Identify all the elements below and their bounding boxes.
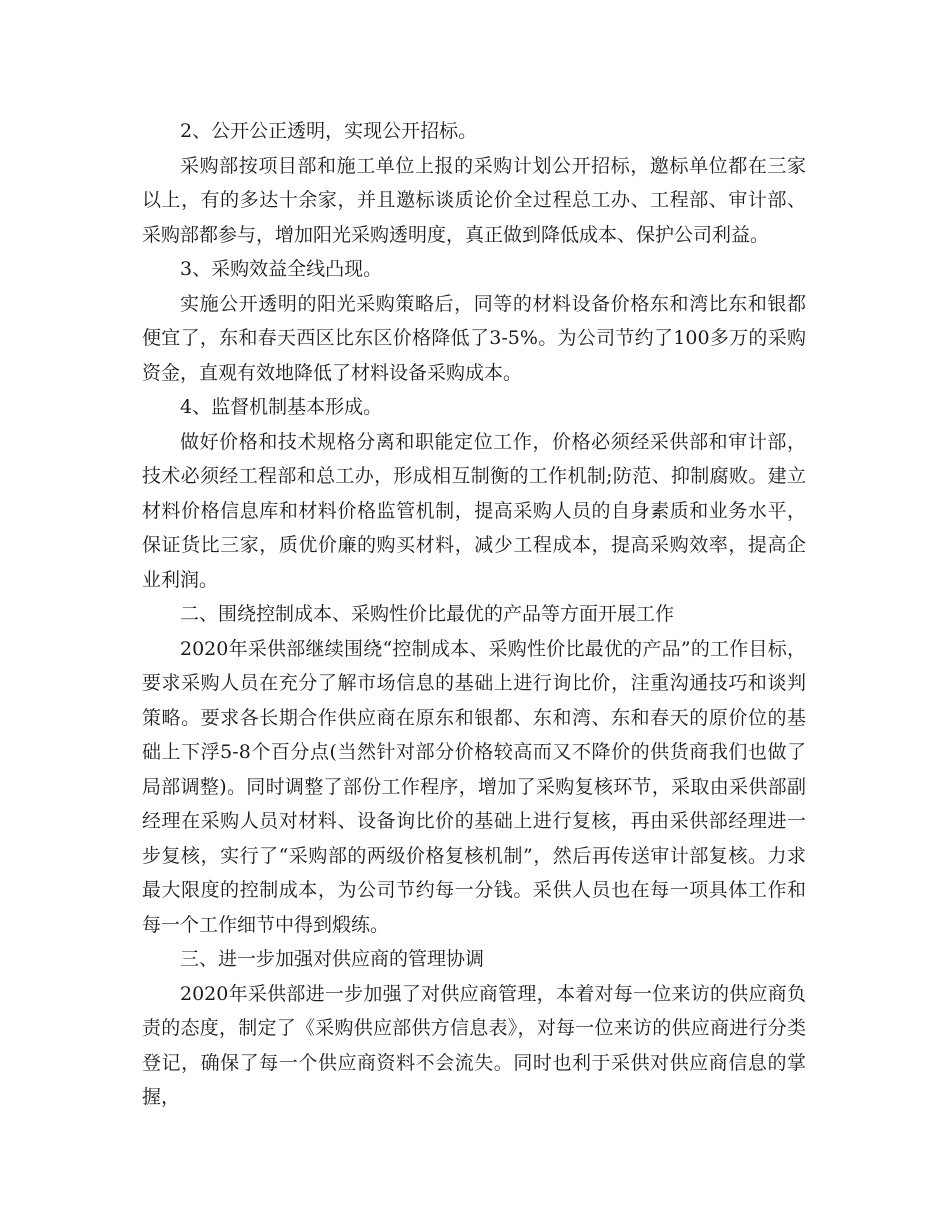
- heading-section-three: 三、进一步加强对供应商的管理协调: [180, 948, 485, 970]
- paragraph-cost-savings: 实施公开透明的阳光采购策略后，同等的材料设备价格东和湾比东和银都便宜了，东和春天西区比东区价格降低了3-5%。为公司节约了100多万的采购资金，直观有效地降低了材料设备采购成本。: [142, 292, 806, 384]
- heading-open-transparent-bidding: 2、公开公正透明，实现公开招标。: [180, 120, 478, 142]
- paragraph-supervision-details: 做好价格和技术规格分离和职能定位工作，价格必须经采供部和审计部，技术必须经工程部和总工办，形成相互制衡的工作机制;防范、抑制腐败。建立材料价格信息库和材料价格监管机制，提高采购人员的自身素质和业务水平，保证货比三家，质优价廉的购买材料，减少工程成本，提高采购效率，提高企业利润。: [142, 430, 806, 591]
- paragraph-cost-control-work: 2020年采供部继续围绕“控制成本、采购性价比最优的产品”的工作目标，要求采购人员在充分了解市场信息的基础上进行询比价，注重沟通技巧和谈判策略。要求各长期合作供应商在原东和银都、东和湾、东和春天的原价位的基础上下浮5-8个百分点(当然针对部分价格较高而又不降价的供货商我们也做了局部调整)。同时调整了部份工作程序，增加了采购复核环节，采取由采供部副经理在采购人员对材料、设备询比价的基础上进行复核，再由采供部经理进一步复核，实行了“采购部的两级价格复核机制”，然后再传送审计部复核。力求最大限度的控制成本，为公司节约每一分钱。采供人员也在每一项具体工作和每一个工作细节中得到煅练。: [142, 637, 806, 936]
- paragraph-bidding-process: 采购部按项目部和施工单位上报的采购计划公开招标，邀标单位都在三家以上，有的多达十余家，并且邀标谈质论价全过程总工办、工程部、审计部、采购部都参与，增加阳光采购透明度，真正做到降低成本、保护公司利益。: [142, 154, 806, 246]
- document-body: [142, 114, 806, 1115]
- heading-supervision-mechanism: 4、监督机制基本形成。: [180, 396, 383, 418]
- heading-procurement-benefits: 3、采购效益全线凸现。: [180, 258, 383, 280]
- heading-section-two: 二、围绕控制成本、采购性价比最优的产品等方面开展工作: [180, 603, 675, 625]
- paragraph-supplier-management: 2020年采供部进一步加强了对供应商管理，本着对每一位来访的供应商负责的态度，制定了《采购供应部供方信息表》，对每一位来访的供应商进行分类登记，确保了每一个供应商资料不会流失。同时也利于采供对供应商信息的掌握，: [142, 982, 806, 1108]
